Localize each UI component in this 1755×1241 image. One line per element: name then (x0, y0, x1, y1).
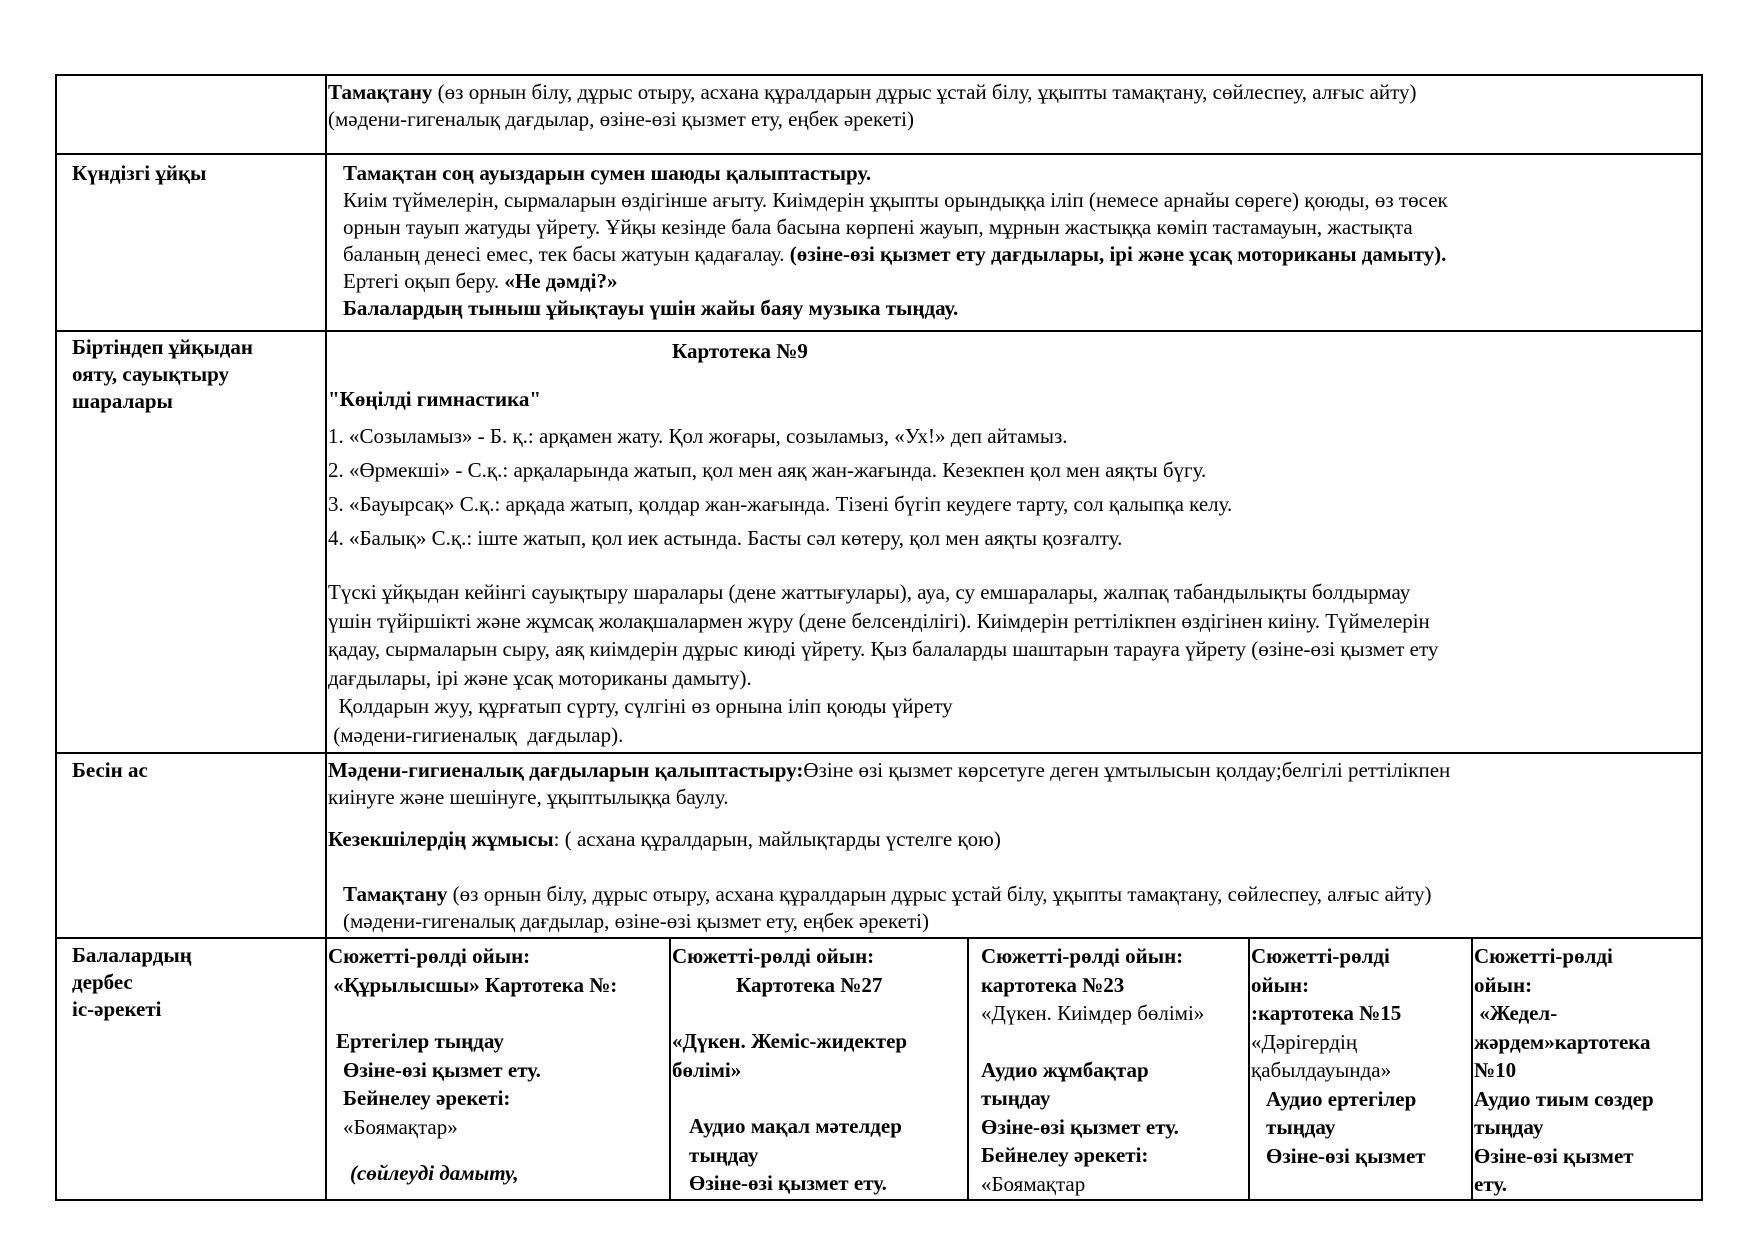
wakeup-label-line: Біртіндеп ұйқыдан (72, 335, 253, 359)
exercise-item: 3. «Бауырсақ» С.қ.: арқада жатып, қолдар жан-жағында. Тізені бүгіп кеудеге тарту, сол қалыпқа келу. (328, 492, 1233, 516)
exercise-item: 4. «Балық» С.қ.: іште жатып, қол иек астында. Басты сәл көтеру, қол мен аяқты қозғалту. (328, 526, 1123, 550)
exercise-list (328, 419, 1232, 555)
activity-item: тыңдау (689, 1142, 759, 1167)
activity-item: Өзіне-өзі қызмет (1474, 1143, 1634, 1168)
fairy-tale-title: «Не дәмді?» (504, 269, 618, 293)
nap-label: Күндізгі ұйқы (72, 161, 207, 185)
meal-description: (өз орнын білу, дұрыс отыру, асхана құралдарын дұрыс ұстай білу, ұқыпты тамақтану, сөйлеспеу, алғыс айту) (432, 80, 1417, 104)
gymnastics-title: "Көңілді гимнастика" (328, 387, 542, 411)
wellness-line: үшін түйіршікті және жұмсақ жолақшалармен жүру (дене белсенділігі). Киімдерін реттілікпен өздігінен киіну. Түймелерін (328, 608, 1430, 633)
duty-title: Кезекшілердің жұмысы (328, 827, 554, 851)
wakeup-label (72, 334, 253, 415)
nap-line-3: орнын тауып жатуды үйрету. Ұйқы кезінде бала басына көрпені жауып, мұрнын жастыққа көміп тастамауын, жастықта (343, 215, 1413, 239)
row-divider (57, 752, 1701, 754)
role-play-name: бөлімі» (672, 1057, 742, 1082)
nap-content-cell (343, 160, 1448, 322)
duty-line (328, 826, 1001, 853)
row-divider (57, 330, 1701, 332)
role-play-name: қабылдауында» (1251, 1058, 1392, 1082)
snack-content-cell (328, 757, 1450, 811)
role-play-title: Сюжетті-рөлді ойын: (328, 944, 531, 968)
kartoteka-number: №10 (1474, 1058, 1517, 1082)
activity-col-4 (1251, 942, 1426, 1170)
activity-item: Бейнелеу әрекеті: (981, 1143, 1149, 1167)
activity-col-5 (1474, 942, 1654, 1199)
kartoteka-number: :картотека №15 (1251, 1001, 1402, 1025)
snack-meal-title: Тамақтану (343, 882, 448, 906)
wakeup-label-line: ояту, сауықтыру (72, 362, 230, 386)
role-play-name: «Дүкен. Жеміс-жидектер (672, 1029, 908, 1053)
role-play-name: «Жедел- (1474, 1001, 1558, 1025)
activity-item: Өзіне-өзі қызмет ету. (689, 1171, 887, 1195)
row-divider (57, 153, 1701, 155)
column-divider (1248, 937, 1250, 1201)
nap-line-1: Тамақтан соң ауыздарын сумен шаюды қалыптастыру. (343, 161, 872, 185)
role-play-title: Сюжетті-рөлді (1474, 944, 1613, 968)
activity-item: тыңдау (1474, 1115, 1544, 1139)
activity-item: Өзіне-өзі қызмет ету. (343, 1057, 541, 1082)
role-play-name: жәрдем»картотека (1474, 1029, 1651, 1054)
activity-label-line: дербес (72, 970, 133, 994)
activity-item: Ертегілер тыңдау (336, 1029, 504, 1053)
activity-item: Аудио жұмбақтар (981, 1057, 1149, 1082)
wellness-line: Қолдарын жуу, құрғатып сүрту, сүлгіні өз орнына іліп қоюды үйрету (328, 694, 953, 718)
wellness-line: Түскі ұйқыдан кейінгі сауықтыру шаралары (дене жаттығулары), ауа, су емшаралары, жалпақ табандылықты болдырмау (328, 580, 1411, 604)
column-divider (967, 937, 969, 1201)
activity-item: тыңдау (1266, 1115, 1336, 1139)
kartoteka-number: Картотека №27 (736, 972, 883, 997)
activity-item: «Боямақтар» (343, 1114, 458, 1139)
hygiene-text: Өзіне өзі қызмет көрсетуге деген ұмтылысын қолдау;белгілі реттілікпен (803, 758, 1451, 782)
activity-col-2 (672, 942, 907, 1198)
schedule-table (55, 74, 1703, 1201)
meal-skills: (мәдени-гигеналық дағдылар, өзіне-өзі қызмет ету, еңбек әрекеті) (328, 107, 915, 131)
role-play-title: Сюжетті-рөлді ойын: (981, 944, 1184, 968)
exercise-item: 1. «Созыламыз» - Б. қ.: арқамен жату. Қол жоғары, созыламыз, «Ух!» деп айтамыз. (328, 424, 1068, 448)
role-play-name: «Дүкен. Киімдер бөлімі» (981, 1001, 1205, 1025)
activity-col-3 (981, 942, 1204, 1198)
wellness-line: қадау, сырмаларын сыру, аяқ киімдерін дұрыс киюді үйрету. Қыз балаларды шаштарын тарауға үйрету (өзіне-өзі қызмет ету (328, 637, 1439, 661)
role-play-title: Сюжетті-рөлді ойын: (672, 944, 875, 968)
activity-item: Өзіне-өзі қызмет ету. (981, 1114, 1179, 1139)
activity-item: Өзіне-өзі қызмет (1266, 1143, 1426, 1168)
wellness-line: дағдылары, ірі және ұсақ моториканы дамыту). (328, 665, 752, 690)
nap-line-5: Ертегі оқып беру. (343, 269, 505, 293)
kartoteka-title: Картотека №9 (672, 339, 808, 363)
activity-item: Аудио мақал мәтелдер (689, 1114, 902, 1138)
row-divider (57, 937, 1701, 939)
hygiene-title: Мәдени-гигиеналық дағдыларын қалыптастыру: (328, 758, 804, 782)
activity-label-line: іс-әрекеті (72, 997, 162, 1021)
duty-text: : ( асхана құралдарын, майлықтарды үстелге қою) (553, 827, 1001, 851)
column-divider (325, 76, 327, 1201)
activity-item: Бейнелеу әрекеті: (343, 1086, 511, 1110)
wellness-line: (мәдени-гигиеналық дағдылар). (328, 722, 624, 747)
independent-activity-label (72, 942, 192, 1023)
hygiene-text-2: киінуге және шешінуге, ұқыптылыққа баулу. (328, 785, 729, 809)
role-play-name: «Құрылысшы» Картотека №: (328, 972, 618, 997)
role-play-title: Сюжетті-рөлді (1251, 944, 1390, 968)
snack-meal-text: (өз орнын білу, дұрыс отыру, асхана құралдарын дұрыс ұстай білу, ұқыпты тамақтану, сөйлеспеу, алғыс айту) (447, 882, 1432, 906)
meal-title: Тамақтану (328, 80, 433, 104)
role-play-title: ойын: (1474, 972, 1533, 997)
activity-item: «Боямақтар (981, 1171, 1086, 1196)
column-divider (669, 937, 671, 1201)
nap-line-6: Балалардың тыныш ұйықтауы үшін жайы баяу музыка тыңдау. (343, 296, 959, 320)
exercise-item: 2. «Өрмекші» - С.қ.: арқаларында жатып, қол мен аяқ жан-жағында. Кезекпен қол мен аяқты бүгу. (328, 458, 1207, 482)
column-divider (1471, 937, 1473, 1201)
activity-item: ету. (1474, 1172, 1508, 1196)
snack-meal-skills: (мәдени-гигеналық дағдылар, өзіне-өзі қызмет ету, еңбек әрекеті) (343, 909, 930, 933)
activity-item: (сөйлеуді дамыту, (350, 1161, 519, 1185)
activity-item: Аудио тиым сөздер (1474, 1086, 1654, 1111)
role-play-name: «Дәрігердің (1251, 1029, 1358, 1054)
wakeup-label-line: шаралары (72, 389, 173, 413)
nap-line-2: Киім түймелерін, сырмаларын өздігінше ағыту. Киімдерін ұқыпты орындыққа іліп (немесе арнайы сөреге) қоюды, өз төсек (343, 188, 1448, 212)
kartoteka-number: картотека №23 (981, 972, 1125, 997)
activity-col-1 (328, 942, 617, 1188)
meal-content-cell (328, 79, 1417, 133)
activity-item: Аудио ертегілер (1266, 1086, 1417, 1111)
activity-label-line: Балалардың (72, 943, 192, 967)
activity-item: тыңдау (981, 1086, 1051, 1110)
role-play-title: ойын: (1251, 972, 1310, 997)
snack-meal-cell (343, 881, 1432, 935)
nap-line-4: баланың денесі емес, тек басы жатуын қадағалау. (343, 242, 790, 266)
nap-line-4-bold: (өзіне-өзі қызмет ету дағдылары, ірі және ұсақ моториканы дамыту). (789, 242, 1447, 266)
snack-label: Бесін ас (72, 758, 148, 782)
wellness-paragraph (328, 578, 1438, 749)
